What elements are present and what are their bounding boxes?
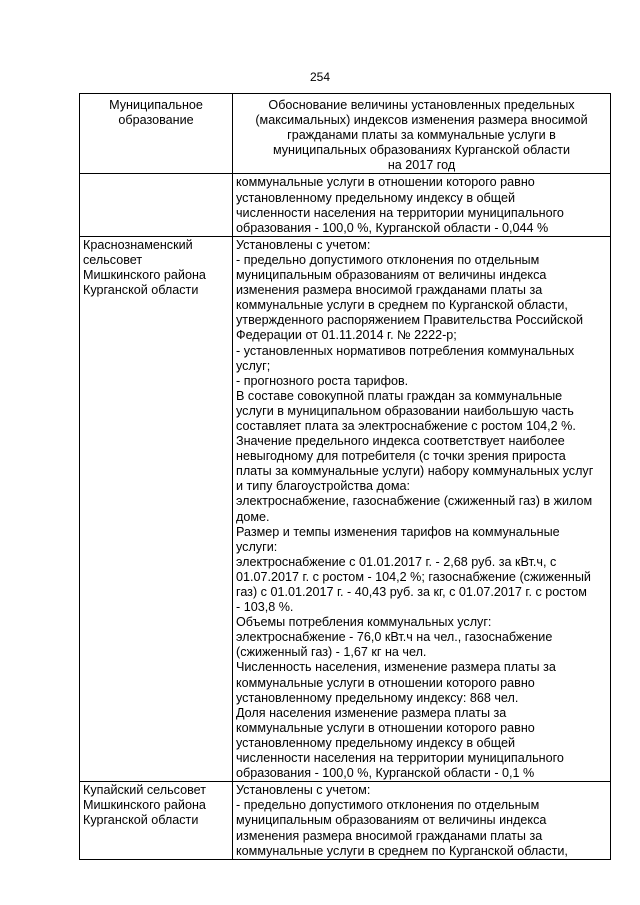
header-text-line: (максимальных) индексов изменения размера вносимой [255, 113, 588, 128]
justification-text-line: коммунальные услуги в отношении которого равно [236, 175, 535, 190]
municipality-name-line: Мишкинского района [83, 798, 206, 813]
justification-text-line: Значение предельного индекса соответствует наиболее [236, 434, 565, 449]
header-text-line: на 2017 год [387, 158, 456, 173]
municipality-name-line: Мишкинского района [83, 268, 206, 283]
justification-text-line: - предельно допустимого отклонения по отдельным [236, 798, 540, 813]
justification-text-line: платы за коммунальные услуги) набору коммунальных услуг [236, 464, 594, 479]
justification-text-line: - предельно допустимого отклонения по отдельным [236, 252, 540, 267]
municipality-cell [80, 174, 233, 236]
justification-text-line: Доля населения изменение размера платы за [236, 705, 507, 720]
justification-text-line: численности населения на территории муниципального [236, 751, 564, 766]
table-row [80, 174, 611, 236]
header-text-line: муниципальных образованиях Курганской области [272, 143, 571, 158]
justification-text-line: установленному предельному индексу в общей [236, 735, 516, 750]
justification-text-line: установленному предельному индексу в общей [236, 190, 516, 205]
header-text-line: гражданами платы за коммунальные услуги в [287, 128, 556, 143]
justification-text-line: коммунальные услуги в среднем по Курганской области, [236, 298, 568, 313]
justification-text-line: численности населения на территории муниципального [236, 205, 564, 220]
justification-text-line: услуг; [236, 358, 271, 373]
justification-table [79, 93, 611, 860]
justification-text-line: Установлены с учетом: [236, 237, 371, 252]
header-municipality [80, 94, 233, 174]
justification-text-line: коммунальные услуги в отношении которого равно [236, 720, 535, 735]
justification-text-line: услуги в муниципальном образовании наибольшую часть [236, 403, 574, 418]
municipality-name-line: сельсовет [83, 252, 143, 267]
justification-text-line: Численность населения, изменение размера платы за [236, 660, 556, 675]
justification-text-line: образования - 100,0 %, Курганской области - 0,044 % [236, 220, 549, 235]
justification-text-line: Установлены с учетом: [236, 783, 371, 798]
justification-cell [233, 782, 611, 859]
justification-text-line: - прогнозного роста тарифов. [236, 373, 409, 388]
justification-text-line: невыгодному для потребителя (с точки зрения прироста [236, 449, 566, 464]
table-row [80, 236, 611, 781]
justification-text-line: доме. [236, 509, 270, 524]
justification-text-line: 01.07.2017 г. с ростом - 104,2 %; газоснабжение (сжиженный [236, 569, 591, 584]
justification-text-line: коммунальные услуги в среднем по Курганской области, [236, 843, 568, 858]
header-text-line: образование [118, 113, 194, 128]
justification-text-line: установленному предельному индексу: 868 чел. [236, 690, 519, 705]
table-header-row [80, 94, 611, 174]
justification-text-line: газ) с 01.01.2017 г. - 40,43 руб. за кг, с 01.07.2017 г. с ростом [236, 585, 587, 599]
justification-text-line: Объемы потребления коммунальных услуг: [236, 615, 492, 630]
table-row [80, 782, 611, 859]
municipality-cell [80, 782, 233, 859]
justification-text-line: услуги: [236, 539, 278, 554]
justification-text-line: составляет плата за электроснабжение с ростом 104,2 %. [236, 418, 576, 433]
header-text-line: Муниципальное [109, 98, 203, 112]
justification-cell [233, 174, 611, 236]
justification-text-line: изменения размера вносимой гражданами платы за [236, 828, 543, 843]
justification-text-line: (сжиженный газ) - 1,67 кг на чел. [236, 645, 427, 660]
justification-text-line: электроснабжение - 76,0 кВт.ч на чел., газоснабжение [236, 630, 553, 645]
justification-text-line: муниципальным образованиям от величины индекса [236, 813, 547, 828]
justification-cell [233, 236, 611, 781]
justification-text-line: муниципальным образованиям от величины индекса [236, 268, 547, 283]
page-number: 254 [309, 70, 331, 84]
justification-text-line: электроснабжение, газоснабжение (сжиженный газ) в жилом [236, 494, 593, 509]
municipality-cell [80, 236, 233, 781]
justification-text-line: и типу благоустройства дома: [236, 479, 411, 494]
justification-text-line: - установленных нормативов потребления коммунальных [236, 343, 575, 358]
justification-text-line: электроснабжение с 01.01.2017 г. - 2,68 руб. за кВт.ч, с [236, 554, 557, 569]
justification-text-line: коммунальные услуги в отношении которого равно [236, 675, 535, 690]
header-justification [233, 94, 611, 174]
justification-text-line: изменения размера вносимой гражданами платы за [236, 283, 543, 298]
municipality-name-line: Курганской области [83, 813, 199, 828]
municipality-name-line: Краснознаменский [83, 237, 193, 252]
justification-text-line: - 103,8 %. [236, 600, 294, 615]
justification-text-line: В составе совокупной платы граждан за коммунальные [236, 388, 563, 403]
justification-text-line: утвержденного распоряжением Правительства Российской [236, 313, 584, 328]
justification-text-line: образования - 100,0 %, Курганской области - 0,1 % [236, 766, 535, 781]
justification-text-line: Федерации от 01.11.2014 г. № 2222-р; [236, 328, 457, 343]
header-text-line: Обоснование величины установленных предельных [268, 98, 575, 112]
justification-text-line: Размер и темпы изменения тарифов на коммунальные [236, 524, 560, 539]
municipality-name-line: Курганской области [83, 283, 199, 298]
municipality-name-line: Купайский сельсовет [83, 783, 207, 798]
